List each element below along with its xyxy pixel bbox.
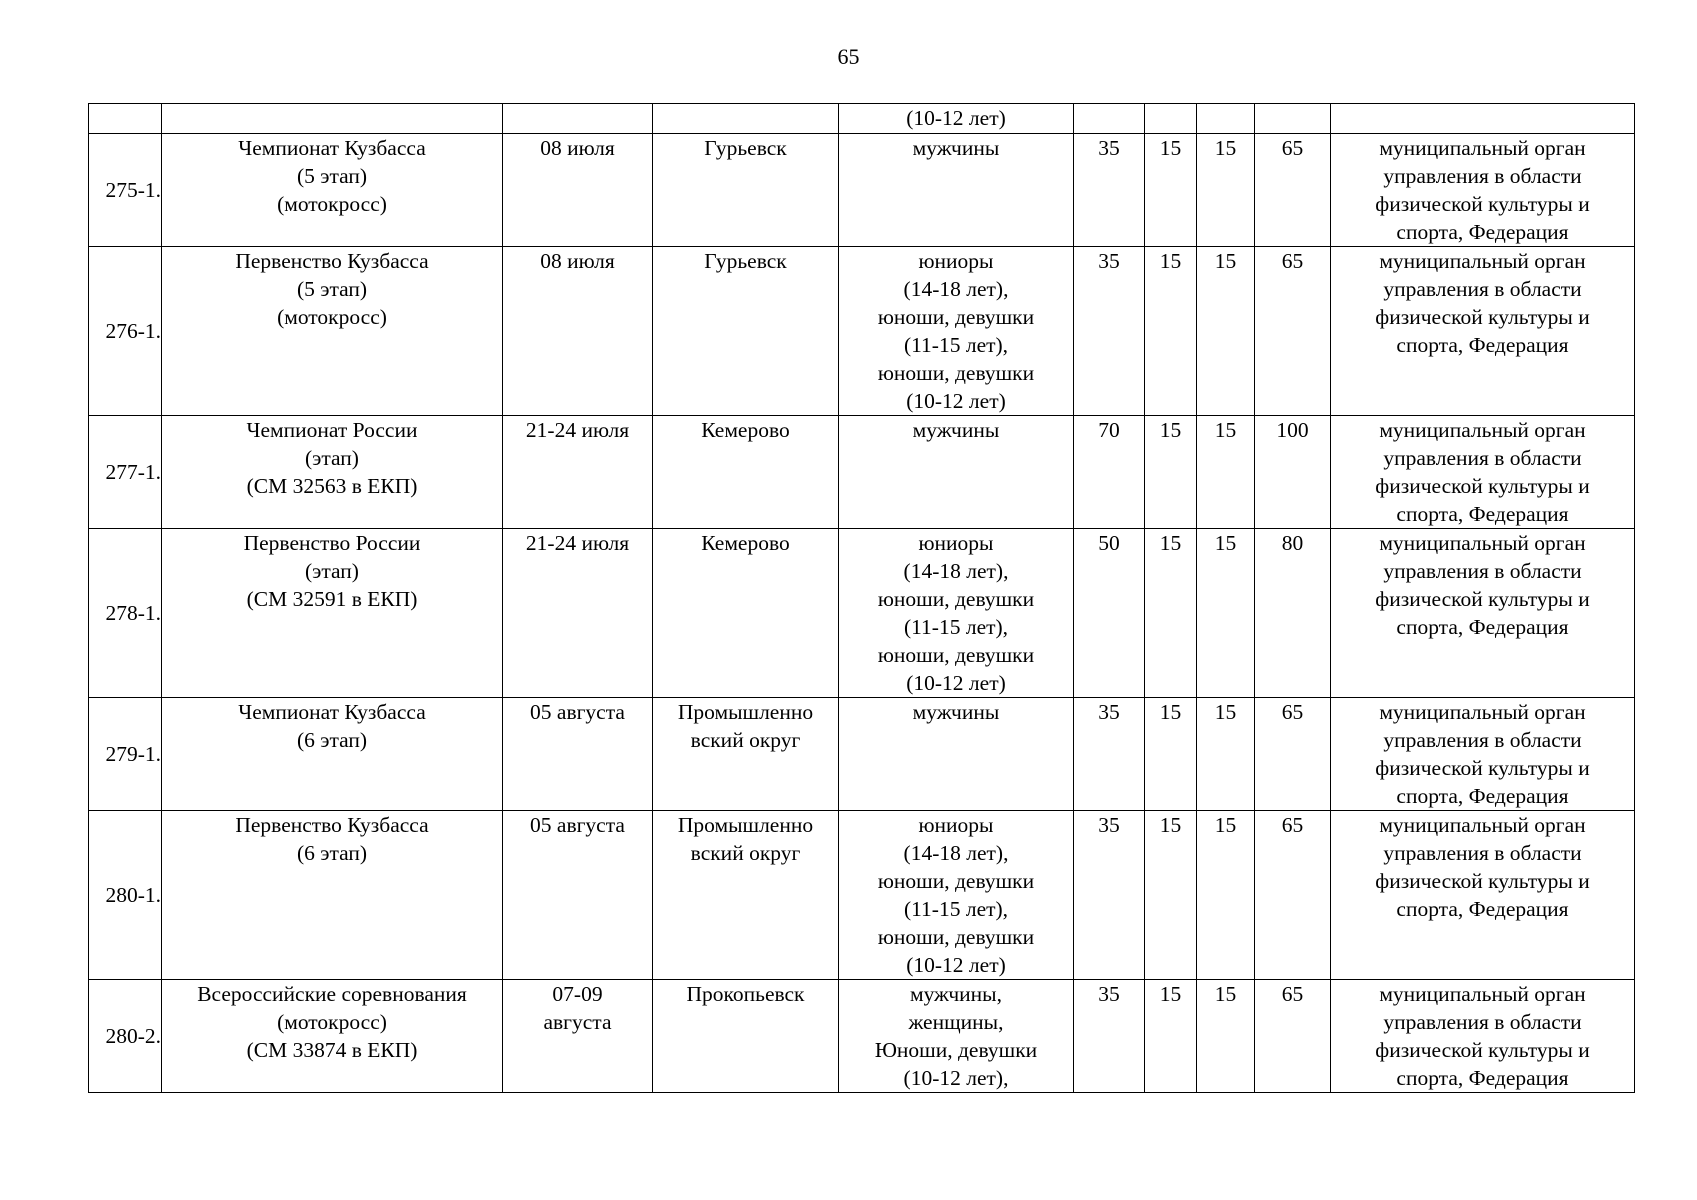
- cell-line: физической культуры и: [1375, 305, 1590, 329]
- cell-line: спорта, Федерация: [1396, 333, 1569, 357]
- event-place-cell: [653, 811, 839, 980]
- cell-line: управления в области: [1383, 164, 1582, 188]
- cell-line: юниоры: [918, 531, 994, 555]
- event-date-cell: [503, 529, 653, 698]
- total-cell: 65: [1255, 698, 1331, 811]
- cell-line: (СМ 32563 в ЕКП): [246, 474, 418, 498]
- count-3-cell: 15: [1197, 529, 1255, 698]
- cell-line: вский округ: [690, 841, 801, 865]
- event-date-cell: [503, 134, 653, 247]
- cell-line: (мотокросс): [277, 192, 387, 216]
- organizer-cell: [1331, 104, 1635, 134]
- participants-cell: [839, 529, 1074, 698]
- cell-line: юниоры: [918, 813, 994, 837]
- cell-line: Юноши, девушки: [874, 1038, 1038, 1062]
- cell-line: Кемерово: [701, 531, 790, 555]
- cell-line: муниципальный орган: [1379, 982, 1586, 1006]
- count-3-cell: 15: [1197, 416, 1255, 529]
- cell-line: (мотокросс): [277, 305, 387, 329]
- row-number-cell: 278-1.: [89, 529, 162, 698]
- row-number-cell: 280-1.: [89, 811, 162, 980]
- cell-line: (10-12 лет): [906, 106, 1006, 130]
- cell-line: физической культуры и: [1375, 869, 1590, 893]
- event-date-cell: [503, 811, 653, 980]
- cell-line: спорта, Федерация: [1396, 784, 1569, 808]
- count-1-cell: [1074, 104, 1145, 134]
- organizer-cell: [1331, 529, 1635, 698]
- cell-line: августа: [543, 1010, 612, 1034]
- event-name-cell: [162, 698, 503, 811]
- count-2-cell: 15: [1145, 247, 1197, 416]
- organizer-cell: [1331, 247, 1635, 416]
- event-name-cell: [162, 416, 503, 529]
- participants-cell: [839, 980, 1074, 1093]
- count-2-cell: 15: [1145, 416, 1197, 529]
- cell-line: 07-09: [552, 982, 603, 1006]
- event-name-cell: [162, 104, 503, 134]
- cell-line: юноши, девушки: [877, 361, 1035, 385]
- table-row: [89, 529, 1635, 698]
- count-1-cell: 35: [1074, 134, 1145, 247]
- cell-line: физической культуры и: [1375, 474, 1590, 498]
- organizer-cell: [1331, 811, 1635, 980]
- events-table-body: [89, 104, 1635, 1093]
- cell-line: Чемпионат Кузбасса: [238, 700, 426, 724]
- cell-line: управления в области: [1383, 277, 1582, 301]
- count-3-cell: 15: [1197, 980, 1255, 1093]
- event-name-cell: [162, 529, 503, 698]
- row-number-cell: [89, 104, 162, 134]
- cell-line: Промышленно: [677, 813, 814, 837]
- participants-cell: [839, 134, 1074, 247]
- count-2-cell: 15: [1145, 529, 1197, 698]
- cell-line: Гурьевск: [704, 136, 787, 160]
- table-row: [89, 247, 1635, 416]
- cell-line: юноши, девушки: [877, 643, 1035, 667]
- event-date-cell: [503, 104, 653, 134]
- cell-line: муниципальный орган: [1379, 531, 1586, 555]
- participants-cell: [839, 247, 1074, 416]
- event-name-cell: [162, 980, 503, 1093]
- cell-line: муниципальный орган: [1379, 700, 1586, 724]
- table-row: [89, 811, 1635, 980]
- cell-line: (этап): [305, 446, 359, 470]
- cell-line: юниоры: [918, 249, 994, 273]
- cell-line: (СМ 32591 в ЕКП): [246, 587, 418, 611]
- table-row: [89, 980, 1635, 1093]
- event-name-cell: [162, 247, 503, 416]
- cell-line: мужчины: [912, 418, 1000, 442]
- cell-line: управления в области: [1383, 446, 1582, 470]
- cell-line: Первенство России: [243, 531, 421, 555]
- cell-line: (6 этап): [296, 728, 368, 752]
- cell-line: (СМ 33874 в ЕКП): [246, 1038, 418, 1062]
- count-1-cell: 70: [1074, 416, 1145, 529]
- count-1-cell: 35: [1074, 247, 1145, 416]
- event-place-cell: [653, 134, 839, 247]
- row-number-cell: 276-1.: [89, 247, 162, 416]
- events-table: [88, 103, 1635, 1093]
- cell-line: управления в области: [1383, 1010, 1582, 1034]
- cell-line: спорта, Федерация: [1396, 897, 1569, 921]
- event-date-cell: [503, 980, 653, 1093]
- cell-line: Первенство Кузбасса: [235, 249, 429, 273]
- cell-line: (6 этап): [296, 841, 368, 865]
- cell-line: Промышленно: [677, 700, 814, 724]
- cell-line: мужчины: [912, 136, 1000, 160]
- participants-cell: [839, 811, 1074, 980]
- event-place-cell: [653, 980, 839, 1093]
- total-cell: 100: [1255, 416, 1331, 529]
- event-date-cell: [503, 416, 653, 529]
- cell-line: (5 этап): [296, 277, 368, 301]
- row-number-cell: 280-2.: [89, 980, 162, 1093]
- count-2-cell: [1145, 104, 1197, 134]
- count-2-cell: 15: [1145, 134, 1197, 247]
- cell-line: физической культуры и: [1375, 587, 1590, 611]
- cell-line: (10-12 лет): [906, 953, 1006, 977]
- total-cell: 65: [1255, 980, 1331, 1093]
- cell-line: (14-18 лет),: [903, 841, 1009, 865]
- cell-line: муниципальный орган: [1379, 418, 1586, 442]
- cell-line: Кемерово: [701, 418, 790, 442]
- cell-line: (11-15 лет),: [903, 897, 1009, 921]
- cell-line: (11-15 лет),: [903, 333, 1009, 357]
- cell-line: 08 июля: [540, 136, 615, 160]
- cell-line: 05 августа: [530, 700, 625, 724]
- cell-line: юноши, девушки: [877, 587, 1035, 611]
- total-cell: 65: [1255, 247, 1331, 416]
- cell-line: спорта, Федерация: [1396, 1066, 1569, 1090]
- count-2-cell: 15: [1145, 811, 1197, 980]
- cell-line: муниципальный орган: [1379, 136, 1586, 160]
- cell-line: Первенство Кузбасса: [235, 813, 429, 837]
- count-2-cell: 15: [1145, 698, 1197, 811]
- total-cell: 65: [1255, 811, 1331, 980]
- cell-line: спорта, Федерация: [1396, 220, 1569, 244]
- organizer-cell: [1331, 134, 1635, 247]
- event-name-cell: [162, 811, 503, 980]
- count-3-cell: 15: [1197, 134, 1255, 247]
- cell-line: управления в области: [1383, 728, 1582, 752]
- event-name-cell: [162, 134, 503, 247]
- cell-line: мужчины,: [909, 982, 1003, 1006]
- table-row: [89, 698, 1635, 811]
- cell-line: 21-24 июля: [525, 531, 630, 555]
- cell-line: (14-18 лет),: [903, 277, 1009, 301]
- count-2-cell: 15: [1145, 980, 1197, 1093]
- cell-line: управления в области: [1383, 559, 1582, 583]
- event-place-cell: [653, 698, 839, 811]
- cell-line: юноши, девушки: [877, 869, 1035, 893]
- cell-line: 08 июля: [540, 249, 615, 273]
- event-place-cell: [653, 247, 839, 416]
- cell-line: 05 августа: [530, 813, 625, 837]
- count-3-cell: 15: [1197, 247, 1255, 416]
- event-place-cell: [653, 416, 839, 529]
- organizer-cell: [1331, 980, 1635, 1093]
- count-1-cell: 35: [1074, 698, 1145, 811]
- event-date-cell: [503, 698, 653, 811]
- count-1-cell: 50: [1074, 529, 1145, 698]
- cell-line: физической культуры и: [1375, 1038, 1590, 1062]
- cell-line: (14-18 лет),: [903, 559, 1009, 583]
- count-3-cell: 15: [1197, 811, 1255, 980]
- organizer-cell: [1331, 416, 1635, 529]
- row-number-cell: 279-1.: [89, 698, 162, 811]
- cell-line: (10-12 лет),: [903, 1066, 1009, 1090]
- cell-line: муниципальный орган: [1379, 249, 1586, 273]
- table-row: [89, 416, 1635, 529]
- total-cell: [1255, 104, 1331, 134]
- event-place-cell: [653, 529, 839, 698]
- total-cell: 65: [1255, 134, 1331, 247]
- page-number: 65: [837, 44, 860, 69]
- row-number-cell: 275-1.: [89, 134, 162, 247]
- cell-line: (5 этап): [296, 164, 368, 188]
- cell-line: Прокопьевск: [686, 982, 805, 1006]
- participants-cell: [839, 698, 1074, 811]
- cell-line: 21-24 июля: [525, 418, 630, 442]
- count-3-cell: 15: [1197, 698, 1255, 811]
- cell-line: (11-15 лет),: [903, 615, 1009, 639]
- cell-line: физической культуры и: [1375, 756, 1590, 780]
- table-row: [89, 134, 1635, 247]
- count-1-cell: 35: [1074, 980, 1145, 1093]
- cell-line: управления в области: [1383, 841, 1582, 865]
- participants-cell: [839, 416, 1074, 529]
- cell-line: Гурьевск: [704, 249, 787, 273]
- cell-line: юноши, девушки: [877, 305, 1035, 329]
- cell-line: (10-12 лет): [906, 389, 1006, 413]
- row-number-cell: 277-1.: [89, 416, 162, 529]
- cell-line: муниципальный орган: [1379, 813, 1586, 837]
- table-row: [89, 104, 1635, 134]
- event-place-cell: [653, 104, 839, 134]
- cell-line: мужчины: [912, 700, 1000, 724]
- cell-line: (10-12 лет): [906, 671, 1006, 695]
- cell-line: (этап): [305, 559, 359, 583]
- cell-line: Всероссийские соревнования: [197, 982, 467, 1006]
- cell-line: юноши, девушки: [877, 925, 1035, 949]
- cell-line: спорта, Федерация: [1396, 615, 1569, 639]
- cell-line: физической культуры и: [1375, 192, 1590, 216]
- total-cell: 80: [1255, 529, 1331, 698]
- cell-line: вский округ: [690, 728, 801, 752]
- cell-line: (мотокросс): [277, 1010, 387, 1034]
- count-3-cell: [1197, 104, 1255, 134]
- cell-line: Чемпионат Кузбасса: [238, 136, 426, 160]
- count-1-cell: 35: [1074, 811, 1145, 980]
- event-date-cell: [503, 247, 653, 416]
- cell-line: Чемпионат России: [246, 418, 418, 442]
- organizer-cell: [1331, 698, 1635, 811]
- participants-cell: [839, 104, 1074, 134]
- cell-line: спорта, Федерация: [1396, 502, 1569, 526]
- cell-line: женщины,: [908, 1010, 1004, 1034]
